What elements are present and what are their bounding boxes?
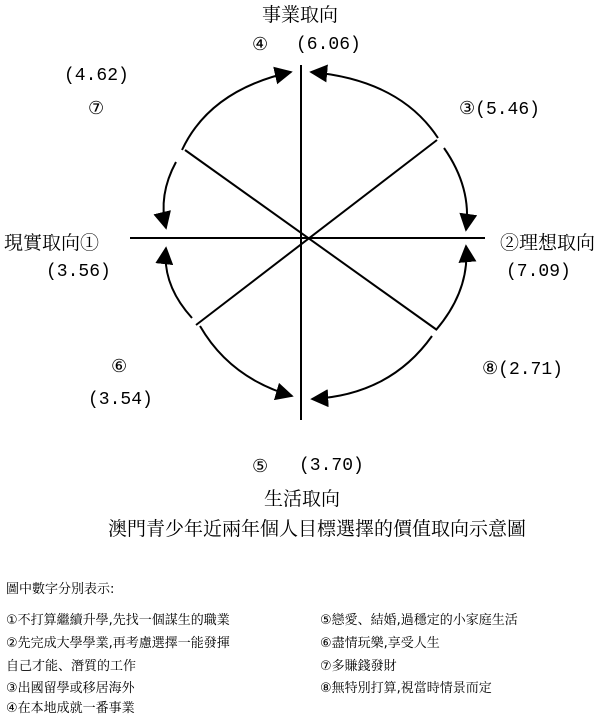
diagonal-ne-sw: [196, 140, 437, 325]
point-2-value: (7.09): [506, 262, 571, 282]
arc-left-upper: [164, 162, 176, 228]
point-4-marker: ④: [252, 36, 269, 56]
arc-top-right: [311, 72, 438, 138]
legend-title: 圖中數字分別表示:: [6, 582, 115, 597]
legend-item-3: ③出國留學或移居海外: [6, 681, 135, 696]
axis-label-left: 現實取向①: [4, 232, 100, 254]
diagram-caption: 澳門青少年近兩年個人目標選擇的價值取向示意圖: [108, 518, 527, 540]
point-5-value: (3.70): [299, 456, 364, 476]
point-6-value: (3.54): [88, 390, 153, 410]
arc-right-upper: [444, 148, 467, 230]
legend-item-2-cont: 自己才能、潛質的工作: [6, 659, 137, 674]
legend-item-1: ①不打算繼續升學,先找一個謀生的職業: [6, 613, 230, 628]
arc-left-lower: [166, 248, 192, 318]
arc-top-left: [182, 72, 291, 150]
axis-label-bottom: 生活取向: [264, 488, 341, 510]
point-5-marker: ⑤: [252, 458, 269, 478]
legend-item-5: ⑤戀愛、結婚,過穩定的小家庭生活: [320, 613, 518, 628]
diagonal-nw-se: [185, 150, 437, 330]
point-3-value: ③(5.46): [459, 100, 540, 120]
arc-bottom-right: [312, 336, 432, 399]
point-4-value: (6.06): [296, 35, 361, 55]
legend-item-4: ④在本地成就一番事業: [6, 701, 135, 716]
point-8-value: ⑧(2.71): [482, 360, 563, 380]
legend-item-2: ②先完成大學學業,再考慮選擇一能發揮: [6, 636, 230, 651]
legend-item-7: ⑦多賺錢發財: [320, 659, 397, 674]
point-6-marker: ⑥: [111, 358, 128, 378]
arc-bottom-left: [200, 326, 292, 396]
point-7-value: (4.62): [64, 66, 129, 86]
point-7-marker: ⑦: [88, 100, 105, 120]
point-1-value: (3.56): [46, 262, 111, 282]
axis-label-top: 事業取向: [262, 4, 339, 26]
legend-item-6: ⑥盡情玩樂,享受人生: [320, 636, 440, 651]
axis-label-right: ②理想取向: [500, 232, 596, 254]
legend-item-8: ⑧無特別打算,視當時情景而定: [320, 681, 492, 696]
arc-right-lower: [436, 246, 466, 330]
